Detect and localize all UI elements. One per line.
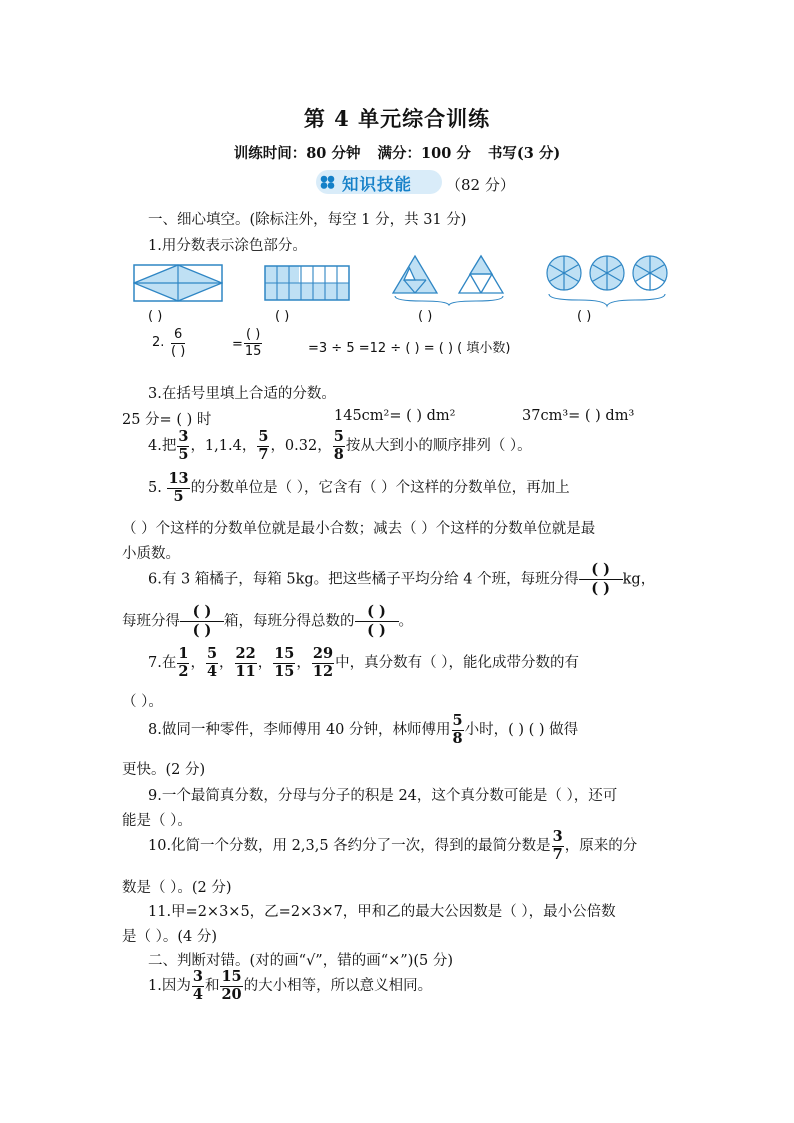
p2-q1-frac-2: $\frac{15}{20}$ <box>221 968 242 1003</box>
section-badge <box>316 170 442 194</box>
p2-q1-line: 1.因为 $\frac{3}{4}$ 和 $\frac{15}{20}$ 的大小相等，所以意义相同。 <box>148 968 433 1003</box>
triangles-figure <box>392 254 510 306</box>
q6-blank-frac-1[interactable]: ( ) ( ) <box>579 563 623 596</box>
writing-score: 书写(3 分) <box>487 145 561 162</box>
q8-line-1: 8.做同一种零件，李师傅用 40 分钟，林师傅用 $\frac{5}{8}$ 小时，( ) ( ) 做得 <box>148 712 579 747</box>
q2-equals: = <box>232 337 243 352</box>
q2-f1-top: 6 <box>171 327 185 344</box>
q5-text-1[interactable]: 的分数单位是（ ），它含有（ ）个这样的分数单位，再加上 <box>190 480 570 496</box>
q4-frac-3: $\frac{5}{8}$ <box>333 428 344 463</box>
q1-blank-c[interactable]: ( ) <box>418 309 433 324</box>
q11-line-1[interactable]: 11.甲=2×3×5，乙=2×3×7，甲和乙的最大公因数是（ ），最小公倍数 <box>148 904 616 920</box>
q5-line-2[interactable]: （ ）个这样的分数单位就是最小合数；减去（ ）个这样的分数单位就是最 <box>122 521 596 537</box>
q8-line-2: 更快。(2 分) <box>122 762 206 778</box>
q7-frac-2: $\frac{5}{4}$ <box>206 645 218 680</box>
part1-heading: 一、细心填空。(除标注外，每空 1 分，共 31 分) <box>148 212 467 228</box>
q5-frac: $\frac{13}{5}$ <box>168 470 189 505</box>
q4-frac-1: $\frac{3}{5}$ <box>178 428 189 463</box>
q3-text: 3.在括号里填上合适的分数。 <box>148 386 336 402</box>
grid-figure <box>264 265 350 301</box>
q5-line-1: 5. $\frac{13}{5}$ 的分数单位是（ ），它含有（ ）个这样的分数单位，再加上 <box>148 470 570 505</box>
full-score: 满分：100 分 <box>377 145 471 162</box>
q11-line-2[interactable]: 是（ ）。(4 分) <box>122 929 218 945</box>
q1-text: 1.用分数表示涂色部分。 <box>148 238 307 254</box>
q3-b[interactable]: 145cm²= ( ) dm² <box>334 408 456 424</box>
q4-frac-2: $\frac{5}{7}$ <box>258 428 269 463</box>
q6-line-2: 每班分得 ( ) ( ) 箱，每班分得总数的 ( ) ( ) 。 <box>122 603 413 639</box>
q3-c[interactable]: 37cm³= ( ) dm³ <box>522 408 635 424</box>
circles-figure <box>545 254 671 308</box>
q2-fraction-2 <box>244 327 262 359</box>
q9-line-2[interactable]: 能是（ ）。 <box>122 813 192 829</box>
q2-f2-top[interactable]: ( ) <box>246 327 261 342</box>
q2-f2-bottom: 15 <box>244 343 262 359</box>
part2-heading: 二、判断对错。(对的画“√”，错的画“×”)(5 分) <box>148 953 454 969</box>
q8-text[interactable]: 小时，( ) ( ) 做得 <box>464 722 579 738</box>
q1-blank-d[interactable]: ( ) <box>577 309 592 324</box>
q7-text[interactable]: 中，真分数有（ ），能化成带分数的有 <box>335 655 579 671</box>
section-points: （82 分） <box>446 176 515 194</box>
q5-line-3: 小质数。 <box>122 546 180 562</box>
q1-blank-a[interactable]: ( ) <box>148 309 163 324</box>
q4-answer-blank[interactable]: 按从大到小的顺序排列（ ）。 <box>345 438 532 454</box>
exam-info <box>0 142 794 163</box>
q8-frac: $\frac{5}{8}$ <box>452 712 463 747</box>
q10-line-2[interactable]: 数是（ ）。(2 分) <box>122 880 232 896</box>
q10-frac: $\frac{3}{7}$ <box>552 828 563 863</box>
q6-blank-frac-3[interactable]: ( ) ( ) <box>355 605 399 638</box>
page-title: 第 4 单元综合训练 <box>303 106 491 131</box>
p2-q1-frac-1: $\frac{3}{4}$ <box>192 968 203 1003</box>
q7-frac-1: $\frac{1}{2}$ <box>178 645 189 680</box>
q2-fraction-1 <box>171 327 185 359</box>
q6-blank-frac-2[interactable]: ( ) ( ) <box>180 605 224 638</box>
q4-line: 4.把 $\frac{3}{5}$ ，1,1.4， $\frac{5}{7}$ ，0.32， $\frac{5}{8}$ 按从大到小的顺序排列（ ）。 <box>148 428 532 463</box>
q10-line-1: 10.化简一个分数，用 2,3,5 各约分了一次，得到的最简分数是 $\frac{3}{7}$ ，原来的分 <box>148 828 638 863</box>
section-label: 知识技能 <box>342 175 412 194</box>
q7-line-2[interactable]: （ ）。 <box>122 694 163 710</box>
clover-icon <box>320 175 336 189</box>
rhombus-figure <box>133 264 223 302</box>
q7-frac-5: $\frac{29}{12}$ <box>312 645 334 680</box>
q7-line-1: 7.在 $\frac{1}{2}$ ， $\frac{5}{4}$ ， $\frac{22}{11}$ ， $\frac{15}{15}$ ， $\frac{29}{12}$ 中，真分数有（ ），能化成带分数的有 <box>148 645 579 680</box>
q6-line-1: 6.有 3 箱橘子，每箱 5kg。把这些橘子平均分给 4 个班，每班分得 ( ) ( ) kg， <box>148 561 656 597</box>
q4-pre: 4.把 <box>148 438 177 454</box>
q2-f1-bottom[interactable]: ( ) <box>171 343 186 359</box>
q7-frac-4: $\frac{15}{15}$ <box>274 645 295 680</box>
q7-frac-3: $\frac{22}{11}$ <box>235 645 256 680</box>
q1-blank-b[interactable]: ( ) <box>275 309 290 324</box>
time-limit: 训练时间：80 分钟 <box>233 145 361 162</box>
q3-a[interactable]: 25 分= ( ) 时 <box>122 412 212 428</box>
q9-line-1[interactable]: 9.一个最简真分数，分母与分子的积是 24，这个真分数可能是（ ），还可 <box>148 788 618 804</box>
q2-number: 2. <box>152 335 165 350</box>
q2-rest[interactable]: =3 ÷ 5 =12 ÷ ( ) = ( ) ( 填小数) <box>308 341 511 356</box>
